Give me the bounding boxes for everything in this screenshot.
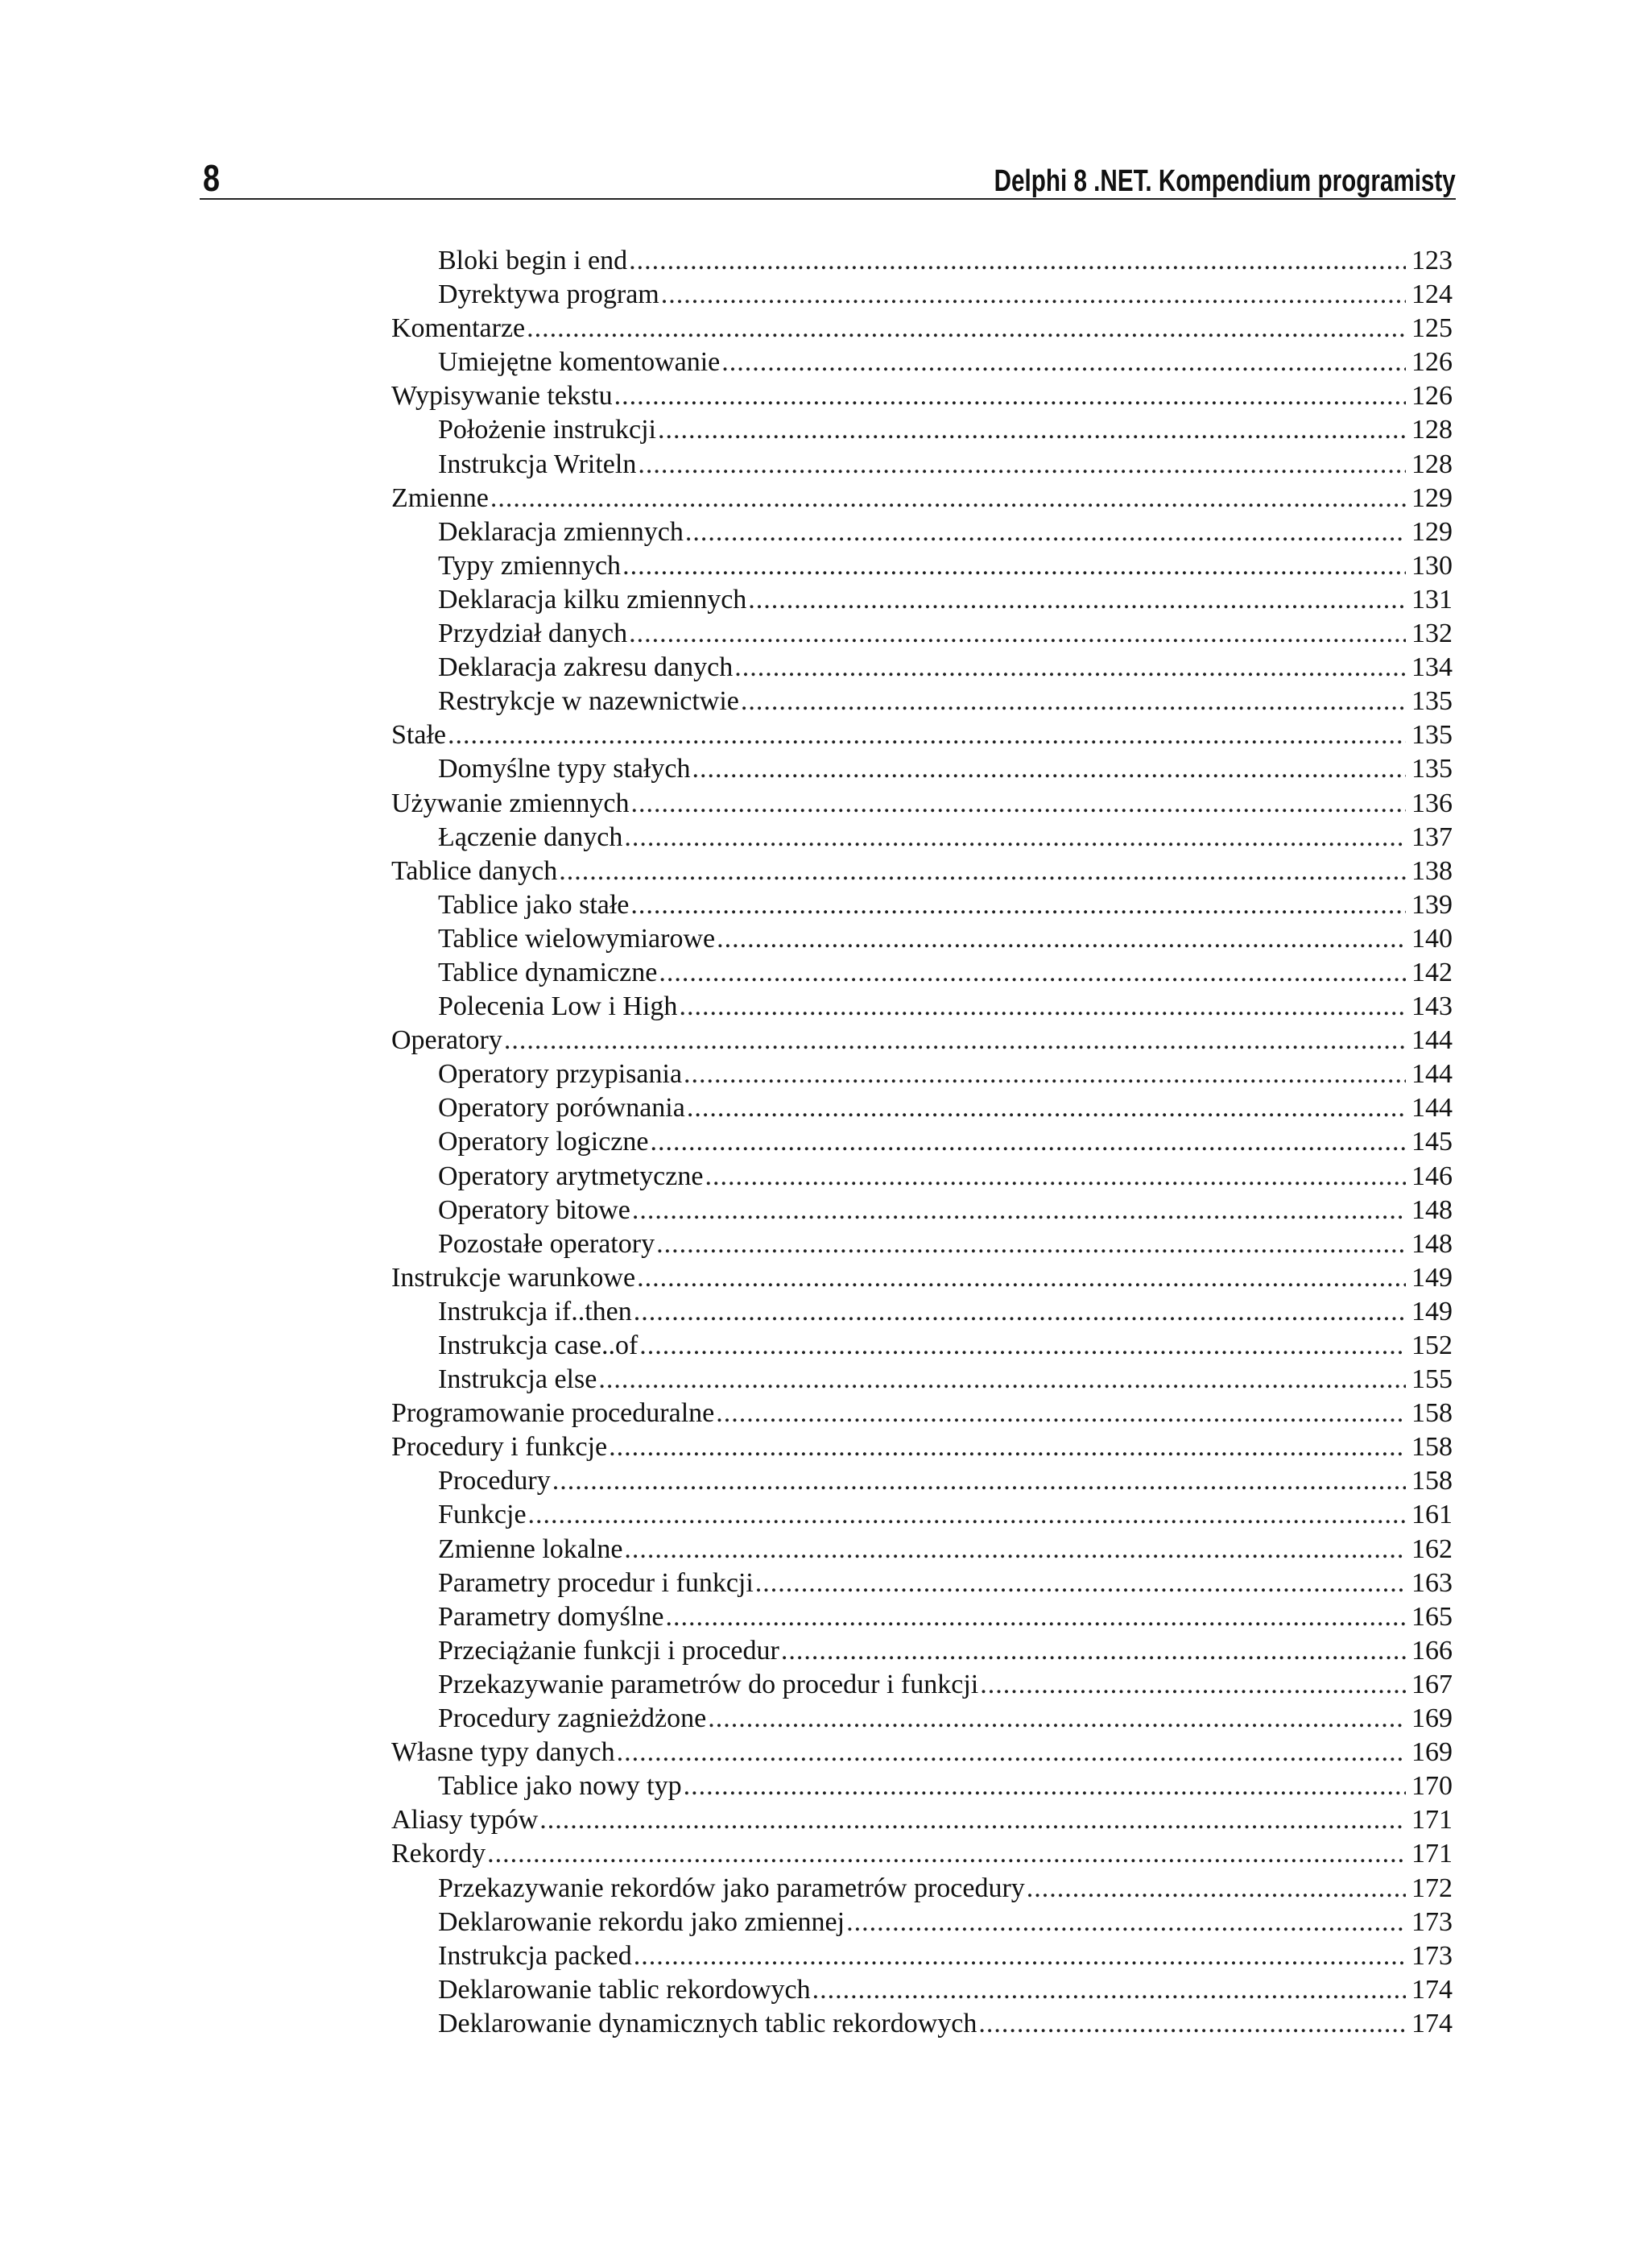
toc-dot-leader [978, 2007, 1406, 2041]
toc-section-entry [391, 787, 1453, 821]
toc-entry-title: Dyrektywa program [438, 279, 659, 310]
toc-dot-leader [527, 312, 1406, 346]
toc-dot-leader [781, 1634, 1406, 1668]
toc-entry-page-number: 135 [1411, 720, 1453, 751]
toc-entry-page-number: 158 [1411, 1398, 1453, 1429]
toc-dot-leader [629, 244, 1406, 278]
toc-section-entry [391, 1397, 1453, 1430]
toc-entry-title: Instrukcja if..then [438, 1296, 632, 1326]
toc-dot-leader [617, 1736, 1406, 1769]
toc-entry-title: Funkcje [438, 1500, 527, 1530]
toc-subsection-entry [391, 1702, 1453, 1736]
toc-section-entry [391, 1430, 1453, 1464]
toc-subsection-entry [391, 922, 1453, 956]
toc-entry-title: Stałe [391, 720, 446, 751]
toc-entry-page-number: 128 [1411, 449, 1453, 479]
toc-entry-page-number: 131 [1411, 584, 1453, 615]
toc-entry-page-number: 129 [1411, 482, 1453, 513]
toc-subsection-entry [391, 1160, 1453, 1194]
toc-entry-title: Własne typy danych [391, 1737, 615, 1768]
toc-entry-page-number: 144 [1411, 1025, 1453, 1056]
toc-dot-leader [684, 1057, 1406, 1091]
toc-entry-page-number: 169 [1411, 1737, 1453, 1768]
toc-entry-page-number: 171 [1411, 1839, 1453, 1869]
toc-entry-title: Instrukcje warunkowe [391, 1262, 636, 1293]
toc-entry-title: Deklarowanie rekordu jako zmiennej [438, 1906, 845, 1937]
toc-dot-leader [598, 1363, 1406, 1397]
toc-dot-leader [741, 685, 1406, 718]
toc-entry-page-number: 126 [1411, 347, 1453, 378]
toc-entry-title: Umiejętne komentowanie [438, 347, 721, 378]
toc-subsection-entry [391, 1498, 1453, 1532]
toc-entry-title: Używanie zmiennych [391, 788, 630, 818]
toc-dot-leader [717, 922, 1406, 956]
toc-dot-leader [634, 1939, 1406, 1973]
toc-section-entry [391, 1024, 1453, 1057]
toc-subsection-entry [391, 1125, 1453, 1159]
toc-entry-title: Procedury [438, 1466, 551, 1496]
toc-entry-page-number: 139 [1411, 889, 1453, 920]
toc-dot-leader [708, 1702, 1406, 1736]
toc-dot-leader [490, 482, 1406, 515]
toc-subsection-entry [391, 1668, 1453, 1702]
toc-subsection-entry [391, 1566, 1453, 1600]
toc-entry-title: Parametry procedur i funkcji [438, 1567, 754, 1598]
toc-entry-title: Komentarze [391, 313, 526, 344]
toc-entry-title: Deklaracja zmiennych [438, 516, 684, 547]
toc-dot-leader [692, 752, 1406, 786]
toc-entry-page-number: 142 [1411, 957, 1453, 987]
toc-section-entry [391, 1736, 1453, 1769]
toc-dot-leader [487, 1837, 1406, 1871]
toc-entry-title: Tablice jako nowy typ [438, 1771, 682, 1802]
toc-dot-leader [634, 1295, 1406, 1329]
toc-dot-leader [504, 1024, 1406, 1057]
toc-section-entry [391, 482, 1453, 515]
toc-entry-title: Procedury i funkcje [391, 1432, 608, 1463]
toc-entry-page-number: 148 [1411, 1228, 1453, 1259]
toc-dot-leader [630, 888, 1406, 922]
toc-entry-page-number: 155 [1411, 1364, 1453, 1395]
toc-entry-page-number: 135 [1411, 754, 1453, 784]
toc-entry-title: Domyślne typy stałych [438, 754, 691, 784]
toc-section-entry [391, 1261, 1453, 1295]
toc-entry-page-number: 173 [1411, 1940, 1453, 1971]
toc-entry-page-number: 145 [1411, 1127, 1453, 1157]
toc-dot-leader [685, 515, 1406, 549]
toc-entry-page-number: 173 [1411, 1906, 1453, 1937]
toc-dot-leader [622, 549, 1406, 583]
toc-entry-title: Przeciążanie funkcji i procedur [438, 1635, 779, 1666]
toc-entry-title: Instrukcja packed [438, 1940, 632, 1971]
toc-subsection-entry [391, 1939, 1453, 1973]
toc-entry-title: Procedury zagnieżdżone [438, 1703, 707, 1734]
toc-entry-title: Bloki begin i end [438, 246, 628, 275]
toc-entry-page-number: 167 [1411, 1669, 1453, 1699]
toc-dot-leader [661, 278, 1406, 312]
toc-subsection-entry [391, 1533, 1453, 1566]
toc-dot-leader [679, 990, 1406, 1024]
toc-subsection-entry [391, 515, 1453, 549]
toc-dot-leader [658, 413, 1406, 447]
toc-dot-leader [716, 1397, 1406, 1430]
toc-dot-leader [734, 651, 1406, 685]
toc-entry-page-number: 158 [1411, 1432, 1453, 1463]
toc-entry-title: Rekordy [391, 1839, 486, 1869]
toc-entry-title: Operatory bitowe [438, 1194, 630, 1225]
toc-entry-title: Polecenia Low i High [438, 991, 678, 1022]
toc-section-entry [391, 312, 1453, 346]
toc-subsection-entry [391, 244, 1453, 278]
toc-dot-leader [684, 1769, 1406, 1803]
toc-subsection-entry [391, 1973, 1453, 2007]
toc-entry-page-number: 132 [1411, 619, 1453, 649]
toc-entry-page-number: 152 [1411, 1331, 1453, 1360]
toc-entry-page-number: 149 [1411, 1296, 1453, 1326]
toc-entry-title: Operatory arytmetyczne [438, 1161, 704, 1191]
toc-entry-page-number: 148 [1411, 1194, 1453, 1225]
toc-subsection-entry [391, 752, 1453, 786]
toc-dot-leader [552, 1464, 1406, 1498]
toc-subsection-entry [391, 413, 1453, 447]
toc-entry-page-number: 130 [1411, 550, 1453, 581]
toc-subsection-entry [391, 1600, 1453, 1634]
toc-entry-page-number: 163 [1411, 1567, 1453, 1598]
toc-entry-title: Instrukcja else [438, 1364, 597, 1395]
toc-dot-leader [812, 1973, 1406, 2007]
toc-entry-title: Zmienne lokalne [438, 1533, 623, 1564]
toc-dot-leader [614, 379, 1406, 413]
toc-entry-page-number: 171 [1411, 1805, 1453, 1836]
toc-entry-page-number: 162 [1411, 1533, 1453, 1564]
toc-dot-leader [559, 855, 1406, 888]
toc-entry-page-number: 144 [1411, 1093, 1453, 1124]
toc-entry-page-number: 126 [1411, 381, 1453, 412]
toc-entry-title: Operatory logiczne [438, 1127, 649, 1157]
toc-entry-title: Programowanie proceduralne [391, 1398, 715, 1429]
toc-dot-leader [638, 448, 1406, 482]
toc-dot-leader [748, 583, 1406, 617]
toc-dot-leader [639, 1329, 1406, 1363]
toc-subsection-entry [391, 1295, 1453, 1329]
toc-subsection-entry [391, 583, 1453, 617]
toc-entry-page-number: 158 [1411, 1466, 1453, 1496]
toc-dot-leader [609, 1430, 1406, 1464]
toc-entry-title: Tablice danych [391, 855, 558, 886]
toc-dot-leader [721, 346, 1406, 379]
toc-dot-leader [651, 1125, 1407, 1159]
toc-subsection-entry [391, 617, 1453, 651]
toc-entry-title: Deklaracja kilku zmiennych [438, 584, 747, 615]
toc-entry-page-number: 140 [1411, 923, 1453, 954]
toc-subsection-entry [391, 1634, 1453, 1668]
toc-subsection-entry [391, 821, 1453, 855]
toc-entry-page-number: 174 [1411, 2008, 1453, 2038]
toc-dot-leader [624, 1533, 1406, 1566]
toc-entry-title: Deklaracja zakresu danych [438, 652, 734, 683]
toc-entry-title: Pozostałe operatory [438, 1228, 655, 1259]
toc-dot-leader [624, 821, 1406, 855]
toc-section-entry [391, 855, 1453, 888]
toc-entry-page-number: 143 [1411, 991, 1453, 1022]
toc-entry-page-number: 144 [1411, 1059, 1453, 1090]
toc-entry-title: Położenie instrukcji [438, 415, 657, 445]
toc-dot-leader [705, 1160, 1406, 1194]
toc-entry-title: Przydział danych [438, 619, 628, 649]
toc-entry-page-number: 125 [1411, 313, 1453, 344]
toc-entry-page-number: 172 [1411, 1873, 1453, 1903]
toc-dot-leader [980, 1668, 1406, 1702]
toc-dot-leader [631, 787, 1407, 821]
toc-section-entry [391, 1837, 1453, 1871]
toc-entry-page-number: 174 [1411, 1974, 1453, 2005]
book-title: Delphi 8 .NET. Kompendium programisty [994, 164, 1456, 198]
toc-subsection-entry [391, 1906, 1453, 1939]
toc-dot-leader [632, 1194, 1406, 1227]
toc-dot-leader [755, 1566, 1406, 1600]
toc-entry-page-number: 136 [1411, 788, 1453, 818]
toc-entry-title: Łączenie danych [438, 822, 623, 852]
toc-entry-title: Operatory [391, 1025, 502, 1056]
toc-entry-page-number: 149 [1411, 1262, 1453, 1293]
toc-subsection-entry [391, 1091, 1453, 1125]
toc-entry-page-number: 137 [1411, 822, 1453, 852]
toc-subsection-entry [391, 1194, 1453, 1227]
toc-subsection-entry [391, 2007, 1453, 2041]
toc-entry-title: Przekazywanie rekordów jako parametrów procedury [438, 1873, 1025, 1903]
toc-entry-page-number: 129 [1411, 516, 1453, 547]
page-header [200, 153, 1456, 200]
toc-entry-title: Aliasy typów [391, 1805, 539, 1836]
toc-subsection-entry [391, 448, 1453, 482]
toc-entry-title: Instrukcja case..of [438, 1331, 639, 1360]
toc-section-entry [391, 1803, 1453, 1837]
toc-section-entry [391, 718, 1453, 752]
toc-dot-leader [629, 617, 1406, 651]
toc-dot-leader [637, 1261, 1406, 1295]
toc-entry-title: Parametry domyślne [438, 1601, 664, 1632]
toc-entry-page-number: 134 [1411, 652, 1453, 683]
toc-dot-leader [539, 1803, 1406, 1837]
toc-entry-title: Typy zmiennych [438, 550, 622, 581]
toc-entry-title: Tablice jako stałe [438, 889, 630, 920]
toc-section-entry [391, 379, 1453, 413]
toc-subsection-entry [391, 1872, 1453, 1906]
toc-subsection-entry [391, 651, 1453, 685]
toc-subsection-entry [391, 685, 1453, 718]
toc-dot-leader [528, 1498, 1406, 1532]
toc-entry-page-number: 146 [1411, 1161, 1453, 1191]
toc-entry-page-number: 169 [1411, 1703, 1453, 1734]
toc-subsection-entry [391, 990, 1453, 1024]
toc-subsection-entry [391, 1057, 1453, 1091]
table-of-contents [391, 244, 1453, 2041]
toc-entry-title: Restrykcje w nazewnictwie [438, 686, 739, 717]
toc-subsection-entry [391, 888, 1453, 922]
toc-subsection-entry [391, 1464, 1453, 1498]
toc-entry-title: Przekazywanie parametrów do procedur i funkcji [438, 1669, 979, 1699]
toc-subsection-entry [391, 549, 1453, 583]
toc-entry-page-number: 138 [1411, 855, 1453, 886]
toc-subsection-entry [391, 346, 1453, 379]
toc-subsection-entry [391, 1227, 1453, 1261]
toc-subsection-entry [391, 956, 1453, 990]
toc-subsection-entry [391, 1329, 1453, 1363]
toc-entry-title: Deklarowanie dynamicznych tablic rekordowych [438, 2008, 977, 2038]
toc-entry-page-number: 166 [1411, 1635, 1453, 1666]
toc-entry-page-number: 123 [1411, 246, 1453, 275]
toc-entry-title: Instrukcja Writeln [438, 449, 637, 479]
page-number: 8 [203, 157, 220, 199]
toc-dot-leader [665, 1600, 1406, 1634]
toc-dot-leader [659, 956, 1406, 990]
toc-entry-page-number: 128 [1411, 415, 1453, 445]
toc-entry-title: Tablice wielowymiarowe [438, 923, 716, 954]
toc-subsection-entry [391, 278, 1453, 312]
toc-dot-leader [1027, 1872, 1406, 1906]
toc-entry-title: Operatory porównania [438, 1093, 685, 1124]
toc-entry-title: Wypisywanie tekstu [391, 381, 613, 412]
toc-entry-title: Tablice dynamiczne [438, 957, 658, 987]
toc-entry-page-number: 124 [1411, 279, 1453, 310]
toc-entry-title: Zmienne [391, 482, 489, 513]
toc-entry-title: Deklarowanie tablic rekordowych [438, 1974, 811, 2005]
toc-entry-page-number: 135 [1411, 686, 1453, 717]
toc-subsection-entry [391, 1769, 1453, 1803]
toc-entry-page-number: 165 [1411, 1601, 1453, 1632]
toc-dot-leader [448, 718, 1406, 752]
toc-entry-page-number: 170 [1411, 1771, 1453, 1802]
toc-subsection-entry [391, 1363, 1453, 1397]
toc-dot-leader [656, 1227, 1406, 1261]
toc-entry-title: Operatory przypisania [438, 1059, 683, 1090]
toc-entry-page-number: 161 [1411, 1500, 1453, 1530]
toc-dot-leader [846, 1906, 1406, 1939]
toc-dot-leader [687, 1091, 1406, 1125]
